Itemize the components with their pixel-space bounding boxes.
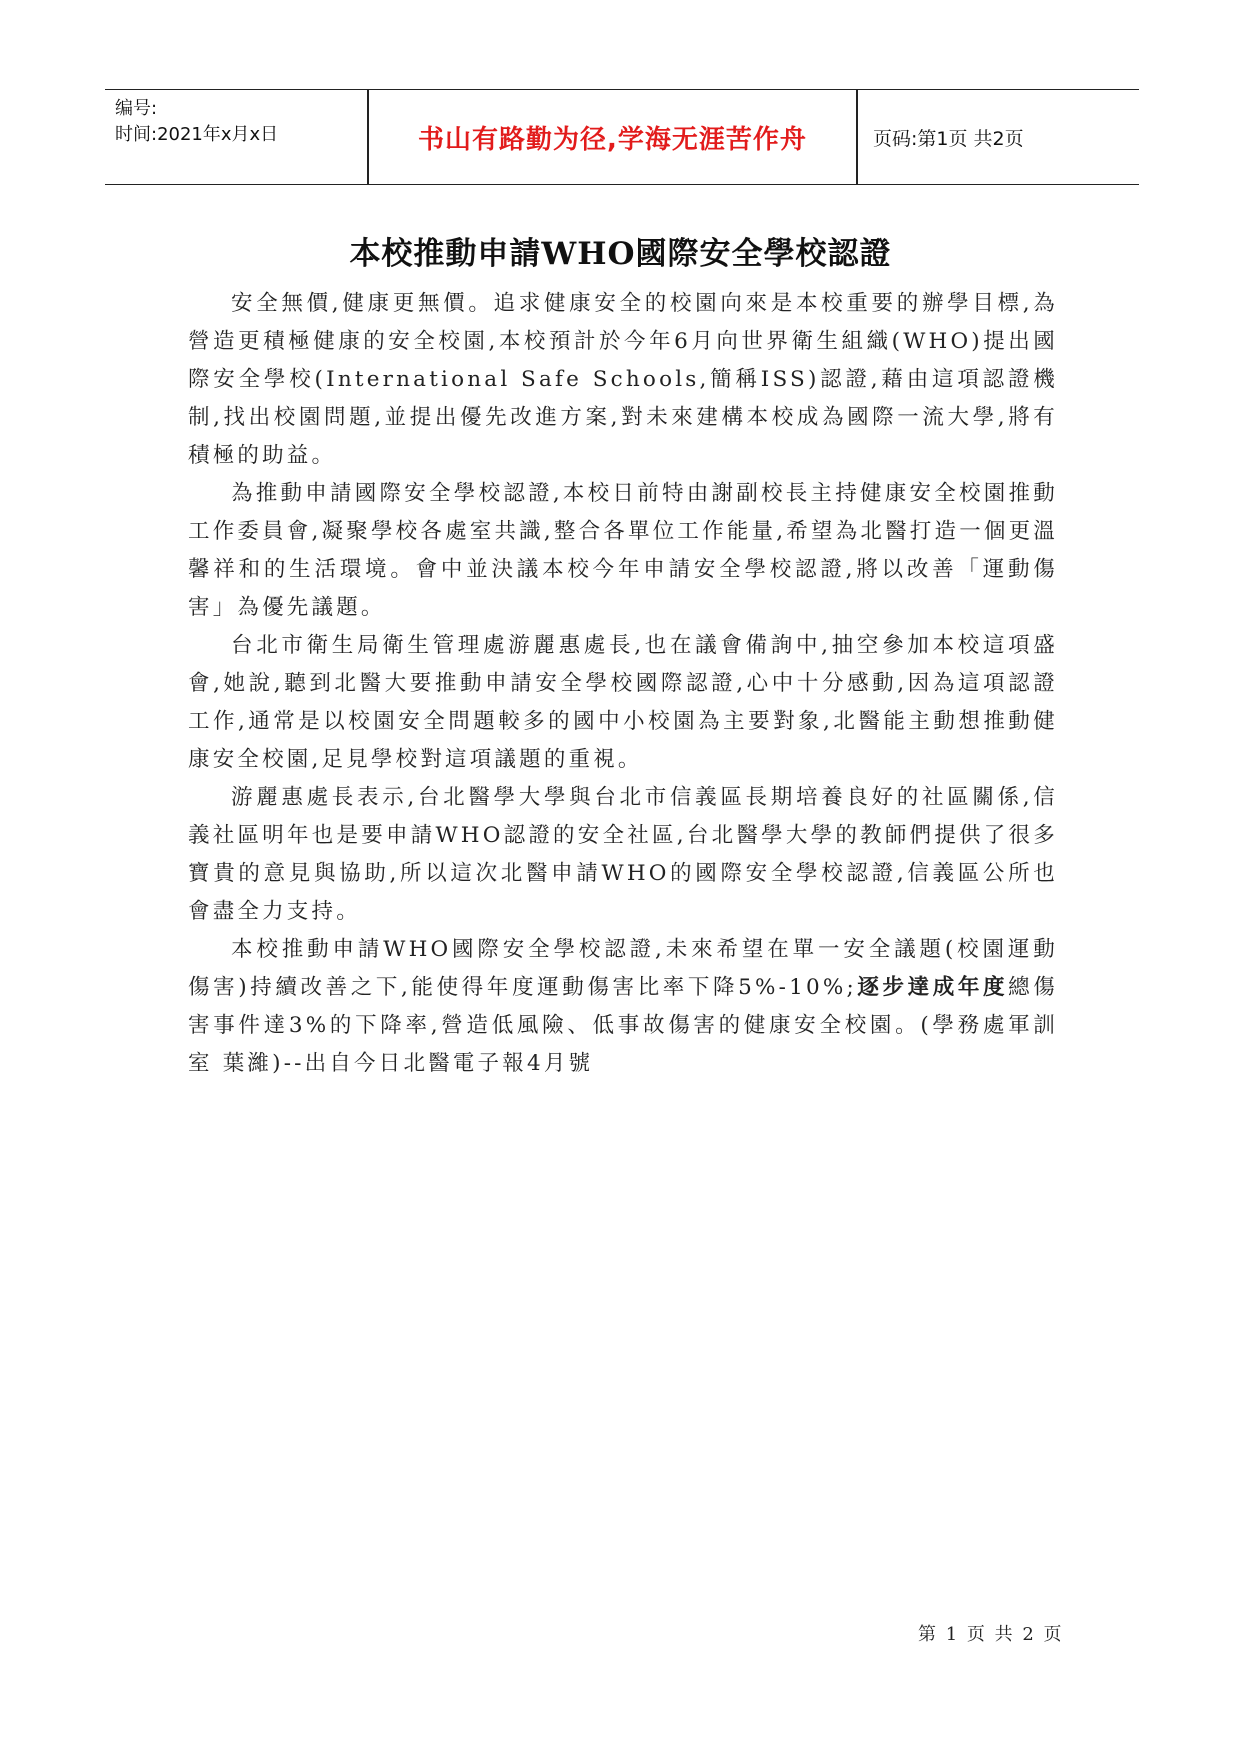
- header-page-label: 页码:第1页 共2页: [873, 127, 1024, 150]
- header-divider: [856, 90, 858, 184]
- document-body: [188, 285, 1058, 1083]
- header-time-label: 时间:2021年x月x日: [115, 124, 279, 145]
- body-paragraph: 台北市衛生局衛生管理處游麗惠處長,也在議會備詢中,抽空參加本校這項盛會,她說,聽到北醫大要推動申請安全學校國際認證,心中十分感動,因為這項認證工作,通常是以校園安全問題較多的國中小校園為主要對象,北醫能主動想推動健康安全校園,足見學校對這項議題的重視。: [188, 633, 1058, 772]
- page-footer: 第 1 页 共 2 页: [918, 1624, 1064, 1645]
- body-paragraph: [188, 931, 1058, 1083]
- body-paragraph: 游麗惠處長表示,台北醫學大學與台北市信義區長期培養良好的社區關係,信義社區明年也是要申請WHO認證的安全社區,台北醫學大學的教師們提供了很多寶貴的意見與協助,所以這次北醫申請WHO的國際安全學校認證,信義區公所也會盡全力支持。: [188, 785, 1058, 924]
- header-motto: 书山有路勤为径,学海无涯苦作舟: [418, 124, 807, 155]
- body-paragraph: 安全無價,健康更無價。追求健康安全的校園向來是本校重要的辦學目標,為營造更積極健康的安全校園,本校預計於今年6月向世界衛生組織(WHO)提出國際安全學校(International Safe Schools,簡稱ISS)認證,藉由這項認證機制,找出校園問題,並提出優先改進方案,對未來建構本校成為國際一流大學,將有積極的助益。: [188, 291, 1058, 468]
- paragraph-text: 總傷害事件達3%的下降率,營造低風險、低事故傷害的健康安全校園。(學務處軍訓室 葉濰)--出自今日北醫電子報4月號: [188, 975, 1058, 1076]
- header-number-label: 编号:: [115, 98, 158, 119]
- header-meta: [115, 90, 370, 184]
- document-header: [105, 89, 1139, 185]
- body-paragraph: 為推動申請國際安全學校認證,本校日前特由謝副校長主持健康安全校園推動工作委員會,凝聚學校各處室共識,整合各單位工作能量,希望為北醫打造一個更溫馨祥和的生活環境。會中並決議本校今年申請安全學校認證,將以改善「運動傷害」為優先議題。: [188, 481, 1058, 620]
- paragraph-text: 本校推動申請WHO國際安全學校認證,未來希望在單一安全議題(校園運動傷害)持續改善之下,能使得年度運動傷害比率下降5%-10%;: [188, 937, 1058, 1000]
- bold-text: 逐步達成年度: [856, 975, 1009, 1000]
- document-title: 本校推動申請WHO國際安全學校認證: [349, 236, 892, 272]
